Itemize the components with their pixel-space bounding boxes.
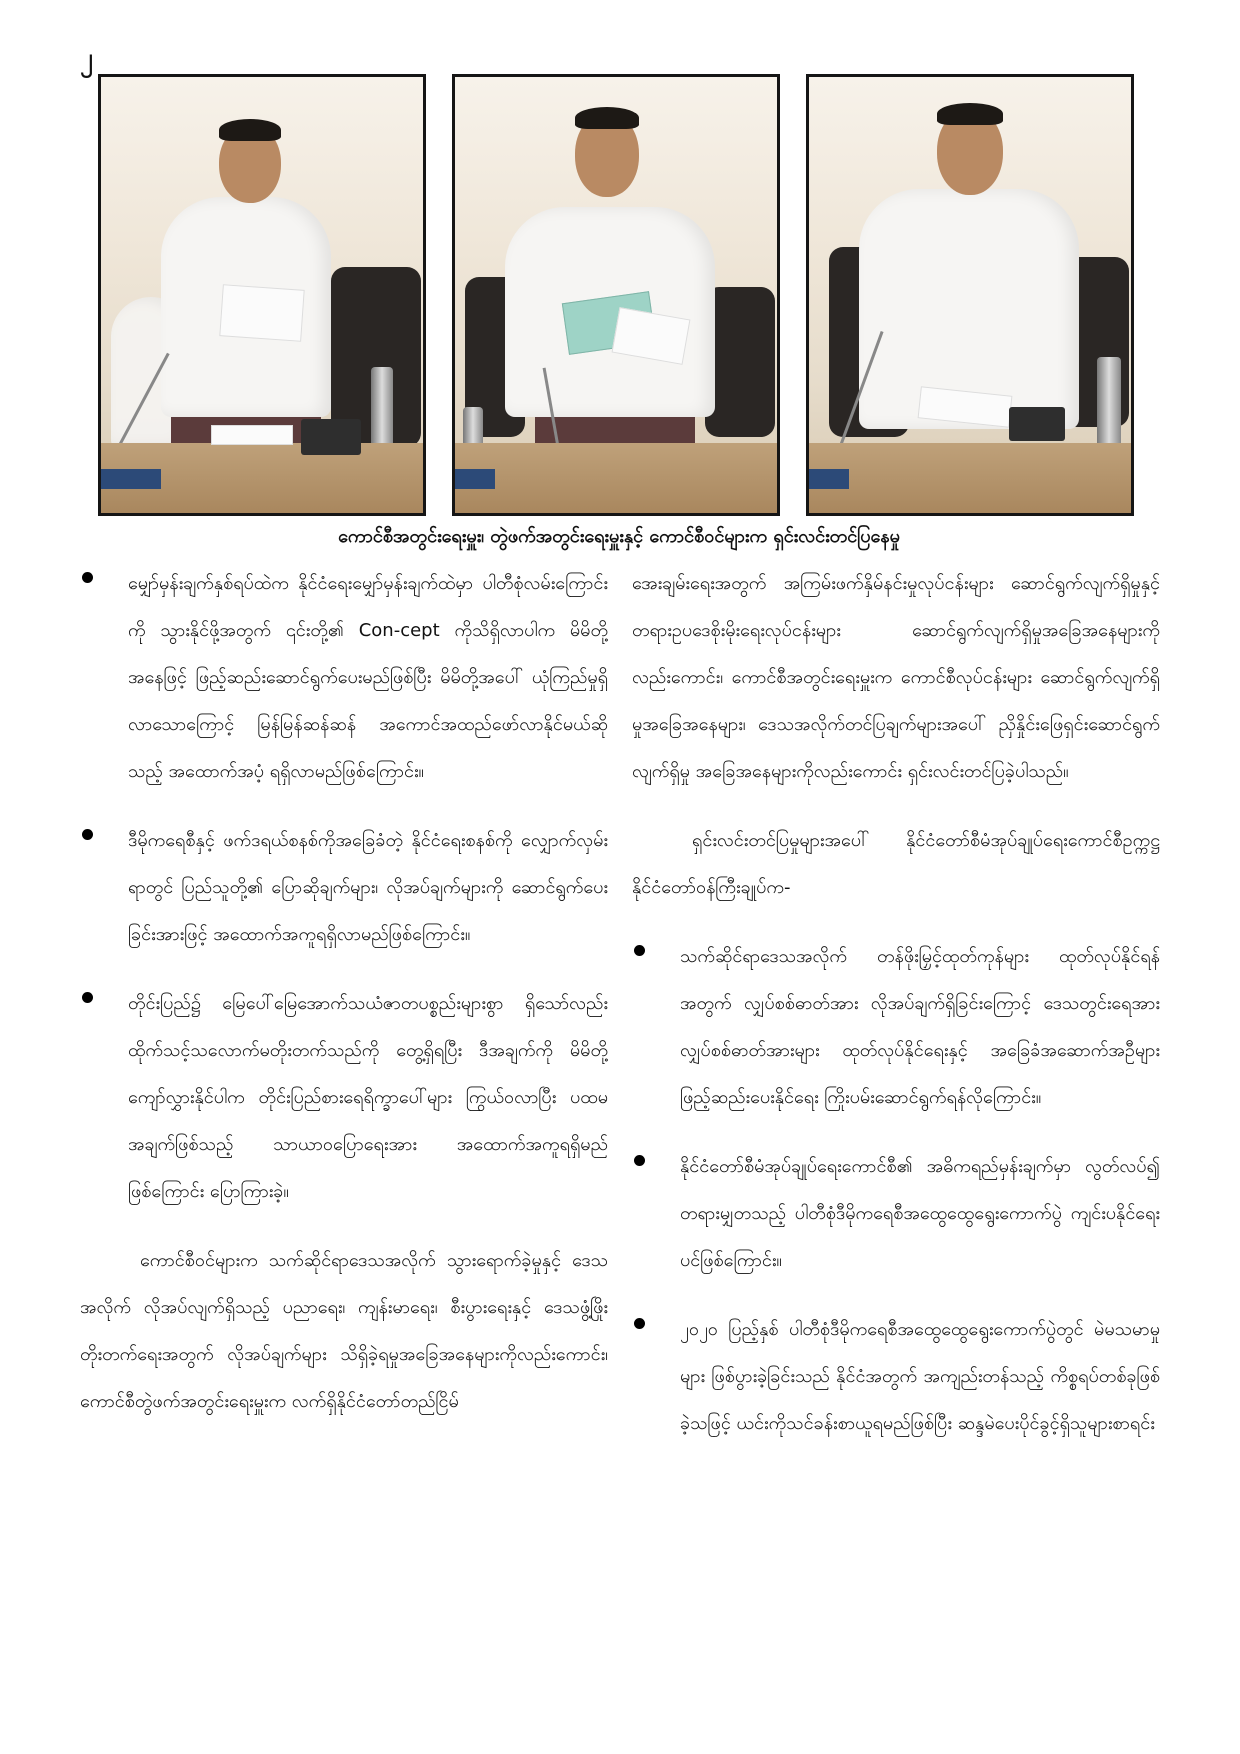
bullet-text: ၂၀၂၀ ပြည့်နှစ် ပါတီစုံဒီမိုကရေစီအထွေထွေရွေးကောက်ပွဲတွင် မဲမသမာမှုများ ဖြစ်ပွားခဲ့ခြင်းသည် နိုင်ငံအတွက် အကျည်းတန်သည့် ကိစ္စရပ်တစ်ခုဖြစ်ခဲ့သဖြင့် ယင်းကိုသင်ခန်းစာယူရမည်ဖြစ်ပြီး ဆန္ဒမဲပေးပိုင်ခွင့်ရှိသူများစာရင်း xyxy=(680,1319,1160,1434)
body-paragraph: ကောင်စီဝင်များက သက်ဆိုင်ရာဒေသအလိုက် သွားရောက်ခဲ့မှုနှင့် ဒေသအလိုက် လိုအပ်လျက်ရှိသည့် ပညာရေး၊ ကျန်းမာရေး၊ စီးပွားရေးနှင့် ဒေသဖွံ့ဖြိုးတိုးတက်ရေးအတွက် လိုအပ်ချက်များ သိရှိခဲ့ရမှုအခြေအနေများကိုလည်းကောင်း၊ ကောင်စီတွဲဖက်အတွင်းရေးမှူးက လက်ရှိနိုင်ငံတော်တည်ငြိမ် xyxy=(80,1250,608,1412)
right-column xyxy=(632,560,1160,1469)
left-column xyxy=(80,560,608,1447)
bullet-icon xyxy=(634,1155,645,1166)
bullet-text: တိုင်းပြည်၌ မြေပေါ်မြေအောက်သယံဇာတပစ္စည်းများစွာ ရှိသော်လည်း ထိုက်သင့်သလောက်မတိုးတက်သည်ကို တွေ့ရှိရပြီး ဒီအချက်ကို မိမိတို့ကျော်လွှားနိုင်ပါက တိုင်းပြည်စားရေရိက္ခာပေါ်များ ကြွယ်ဝလာပြီး ပထမအချက်ဖြစ်သည့် သာယာဝပြောရေးအား အထောက်အကူရရှိမည်ဖြစ်ကြောင်း ပြောကြားခဲ့။ xyxy=(128,993,608,1202)
bullet-item xyxy=(632,1143,1160,1284)
bullet-item xyxy=(80,560,608,795)
bullet-item xyxy=(80,980,608,1215)
bullet-icon xyxy=(82,572,93,583)
bullet-icon xyxy=(634,945,645,956)
bullet-icon xyxy=(82,829,93,840)
bullet-item xyxy=(632,1306,1160,1447)
bullet-icon xyxy=(82,992,93,1003)
bullet-icon xyxy=(634,1318,645,1329)
photo-caption: ကောင်စီအတွင်းရေးမှူး၊ တွဲဖက်အတွင်းရေးမှူးနှင့် ကောင်စီဝင်များက ရှင်းလင်းတင်ပြနေမှု xyxy=(338,526,900,547)
bullet-item xyxy=(632,933,1160,1121)
bullet-text: သက်ဆိုင်ရာဒေသအလိုက် တန်ဖိုးမြှင့်ထုတ်ကုန်များ ထုတ်လုပ်နိုင်ရန်အတွက် လျှပ်စစ်ဓာတ်အား လိုအပ်ချက်ရှိခြင်းကြောင့် ဒေသတွင်းရေအားလျှပ်စစ်ဓာတ်အားများ ထုတ်လုပ်နိုင်ရေးနှင့် အခြေခံအဆောက်အဦများ ဖြည့်ဆည်းပေးနိုင်ရေး ကြိုးပမ်းဆောင်ရွက်ရန်လိုကြောင်း။ xyxy=(680,946,1160,1108)
body-paragraph: ရှင်းလင်းတင်ပြမှုများအပေါ် နိုင်ငံတော်စီမံအုပ်ချုပ်ရေးကောင်စီဥက္ကဋ္ဌ နိုင်ငံတော်ဝန်ကြီးချုပ်က- xyxy=(632,830,1160,898)
first-speaker-photo xyxy=(98,74,426,516)
bullet-item xyxy=(80,817,608,958)
third-speaker-photo xyxy=(806,74,1134,516)
bullet-text: မျှော်မှန်းချက်နှစ်ရပ်ထဲက နိုင်ငံရေးမျှော်မှန်းချက်ထဲမှာ ပါတီစုံလမ်းကြောင်းကို သွားနိုင်ဖို့အတွက် ၎င်းတို့၏ Con-cept ကိုသိရှိလာပါက မိမိတို့အနေဖြင့် ဖြည့်ဆည်းဆောင်ရွက်ပေးမည်ဖြစ်ပြီး မိမိတို့အပေါ် ယုံကြည်မှုရှိလာသောကြောင့် မြန်မြန်ဆန်ဆန် အကောင်အထည်ဖော်လာနိုင်မယ်ဆိုသည့် အထောက်အပံ့ ရရှိလာမည်ဖြစ်ကြောင်း။ xyxy=(128,573,608,782)
second-speaker-photo xyxy=(452,74,780,516)
bullet-text: ဒီမိုကရေစီနှင့် ဖက်ဒရယ်စနစ်ကိုအခြေခံတဲ့ နိုင်ငံရေးစနစ်ကို လျှောက်လှမ်းရာတွင် ပြည်သူတို့၏ ပြောဆိုချက်များ၊ လိုအပ်ချက်များကို ဆောင်ရွက်ပေးခြင်းအားဖြင့် အထောက်အကူရရှိလာမည်ဖြစ်ကြောင်း။ xyxy=(128,830,608,945)
page-number: ၂ xyxy=(80,42,93,72)
bullet-text: နိုင်ငံတော်စီမံအုပ်ချုပ်ရေးကောင်စီ၏ အဓိကရည်မှန်းချက်မှာ လွတ်လပ်၍ တရားမျှတသည့် ပါတီစုံဒီမိုကရေစီအထွေထွေရွေးကောက်ပွဲ ကျင်းပနိုင်ရေးပင်ဖြစ်ကြောင်း။ xyxy=(680,1156,1160,1271)
body-paragraph: အေးချမ်းရေးအတွက် အကြမ်းဖက်နှိမ်နင်းမှုလုပ်ငန်းများ ဆောင်ရွက်လျက်ရှိမှုနှင့် တရားဥပဒေစိုးမိုးရေးလုပ်ငန်းများ ဆောင်ရွက်လျက်ရှိမှုအခြေအနေများကိုလည်းကောင်း၊ ကောင်စီအတွင်းရေးမှူးက ကောင်စီလုပ်ငန်းများ ဆောင်ရွက်လျက်ရှိမှုအခြေအနေများ၊ ဒေသအလိုက်တင်ပြချက်များအပေါ် ညှိနှိုင်းဖြေရှင်းဆောင်ရွက်လျက်ရှိမှု အခြေအနေများကိုလည်းကောင်း ရှင်းလင်းတင်ပြခဲ့ပါသည်။ xyxy=(632,573,1160,782)
